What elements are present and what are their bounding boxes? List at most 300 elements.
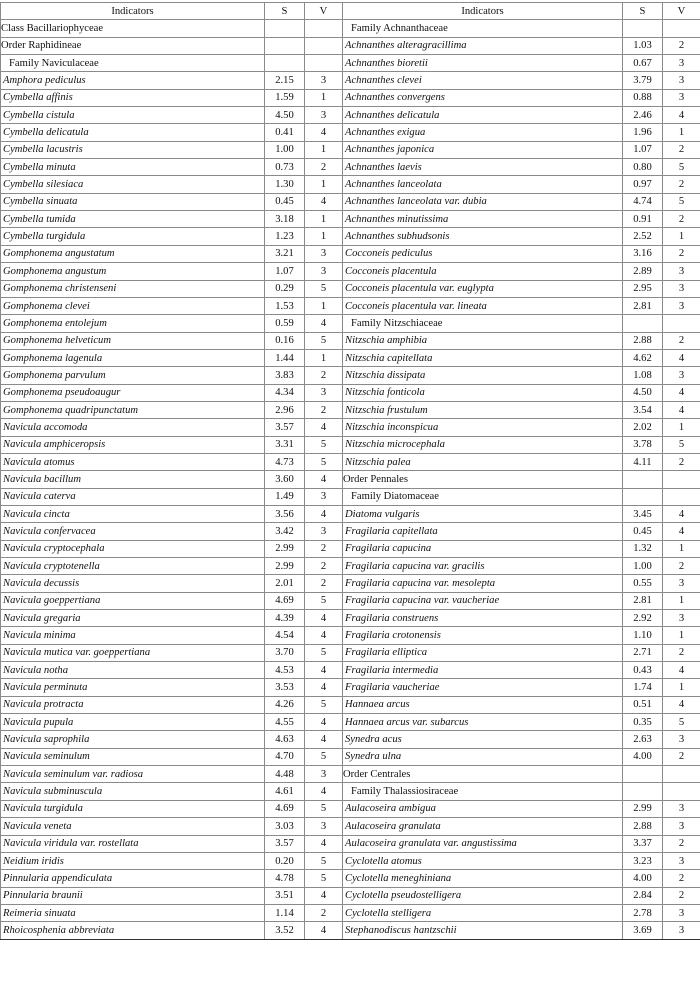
s-value-cell: 3.79	[623, 72, 663, 89]
v-value-cell: 3	[663, 610, 700, 627]
v-value-cell: 4	[663, 349, 700, 366]
v-value-cell	[663, 766, 700, 783]
taxon-name-cell: Navicula cincta	[1, 505, 265, 522]
v-value-cell: 2	[663, 37, 700, 54]
v-value-cell: 5	[305, 748, 343, 765]
table-row	[1, 72, 700, 89]
s-value-cell: 1.49	[265, 488, 305, 505]
s-value-cell: 3.54	[623, 401, 663, 418]
table-row	[1, 714, 700, 731]
s-value-cell	[265, 55, 305, 72]
table-row	[1, 922, 700, 939]
v-value-cell: 2	[663, 870, 700, 887]
table-row	[1, 592, 700, 609]
s-value-cell: 1.30	[265, 176, 305, 193]
s-value-cell: 2.02	[623, 419, 663, 436]
taxon-name-cell: Cymbella sinuata	[1, 193, 265, 210]
v-value-cell: 3	[663, 575, 700, 592]
taxon-name-cell: Navicula cryptocephala	[1, 540, 265, 557]
v-value-cell: 5	[663, 714, 700, 731]
v-value-cell: 5	[663, 436, 700, 453]
s-value-cell: 1.00	[265, 141, 305, 158]
table-row	[1, 211, 700, 228]
s-value-cell: 3.57	[265, 835, 305, 852]
s-value-cell: 2.88	[623, 818, 663, 835]
s-value-cell: 4.00	[623, 748, 663, 765]
v-value-cell: 5	[305, 870, 343, 887]
s-value-cell: 4.39	[265, 610, 305, 627]
v-value-cell: 2	[663, 141, 700, 158]
taxon-name-cell: Achnanthes alteragracillima	[343, 37, 623, 54]
taxon-name-cell: Navicula seminulum	[1, 748, 265, 765]
class-heading-cell: Class Bacillariophyceae	[1, 20, 265, 37]
table-row	[1, 367, 700, 384]
v-value-cell: 2	[305, 401, 343, 418]
taxon-name-cell: Navicula protracta	[1, 696, 265, 713]
taxon-name-cell: Navicula goeppertiana	[1, 592, 265, 609]
v-value-cell: 5	[305, 852, 343, 869]
s-value-cell: 0.35	[623, 714, 663, 731]
taxon-name-cell: Navicula pupula	[1, 714, 265, 731]
v-value-cell: 5	[305, 332, 343, 349]
table-row	[1, 540, 700, 557]
s-value-cell: 3.18	[265, 211, 305, 228]
table-row	[1, 89, 700, 106]
s-value-cell: 3.23	[623, 852, 663, 869]
family-heading-cell: Family Naviculaceae	[1, 55, 265, 72]
v-value-cell: 3	[663, 904, 700, 921]
table-row	[1, 280, 700, 297]
s-value-cell: 4.53	[265, 662, 305, 679]
v-value-cell: 3	[305, 384, 343, 401]
v-value-cell: 5	[305, 280, 343, 297]
taxon-name-cell: Cyclotella atomus	[343, 852, 623, 869]
header-v-left: V	[305, 3, 343, 20]
taxon-name-cell: Aulacoseira granulata var. angustissima	[343, 835, 623, 852]
taxon-name-cell: Hannaea arcus	[343, 696, 623, 713]
taxon-name-cell: Rhoicosphenia abbreviata	[1, 922, 265, 939]
s-value-cell: 4.50	[623, 384, 663, 401]
v-value-cell: 1	[305, 211, 343, 228]
table-row	[1, 523, 700, 540]
table-row	[1, 159, 700, 176]
s-value-cell: 4.54	[265, 627, 305, 644]
table-row	[1, 610, 700, 627]
s-value-cell: 3.78	[623, 436, 663, 453]
taxon-name-cell: Navicula bacillum	[1, 471, 265, 488]
table-row	[1, 644, 700, 661]
taxon-name-cell: Navicula subminuscula	[1, 783, 265, 800]
s-value-cell: 4.63	[265, 731, 305, 748]
v-value-cell: 4	[663, 662, 700, 679]
s-value-cell: 4.69	[265, 800, 305, 817]
s-value-cell: 1.07	[623, 141, 663, 158]
header-s-right: S	[623, 3, 663, 20]
table-row	[1, 870, 700, 887]
s-value-cell: 0.45	[623, 523, 663, 540]
table-row	[1, 263, 700, 280]
order-heading-cell: Order Centrales	[343, 766, 623, 783]
v-value-cell: 4	[305, 193, 343, 210]
table-row	[1, 904, 700, 921]
taxon-name-cell: Fragilaria vaucheriae	[343, 679, 623, 696]
taxon-name-cell: Cymbella turgidula	[1, 228, 265, 245]
taxon-name-cell: Navicula viridula var. rostellata	[1, 835, 265, 852]
taxon-name-cell: Synedra acus	[343, 731, 623, 748]
table-body	[1, 20, 700, 939]
taxon-name-cell: Nitzschia palea	[343, 453, 623, 470]
taxon-name-cell: Nitzschia frustulum	[343, 401, 623, 418]
v-value-cell: 4	[305, 627, 343, 644]
s-value-cell: 2.46	[623, 107, 663, 124]
table-row	[1, 558, 700, 575]
s-value-cell: 0.88	[623, 89, 663, 106]
taxon-name-cell: Navicula saprophila	[1, 731, 265, 748]
table-row	[1, 679, 700, 696]
taxon-name-cell: Cymbella cistula	[1, 107, 265, 124]
s-value-cell: 2.84	[623, 887, 663, 904]
v-value-cell: 2	[663, 887, 700, 904]
s-value-cell: 3.45	[623, 505, 663, 522]
s-value-cell: 1.08	[623, 367, 663, 384]
taxon-name-cell: Navicula atomus	[1, 453, 265, 470]
s-value-cell: 1.14	[265, 904, 305, 921]
table-header	[1, 3, 700, 20]
s-value-cell: 1.53	[265, 297, 305, 314]
s-value-cell: 2.99	[265, 558, 305, 575]
v-value-cell: 1	[305, 297, 343, 314]
taxon-name-cell: Cyclotella stelligera	[343, 904, 623, 921]
s-value-cell	[623, 315, 663, 332]
s-value-cell: 2.81	[623, 592, 663, 609]
taxon-name-cell: Nitzschia microcephala	[343, 436, 623, 453]
table-row	[1, 835, 700, 852]
taxon-name-cell: Navicula amphiceropsis	[1, 436, 265, 453]
taxon-name-cell: Achnanthes bioretii	[343, 55, 623, 72]
v-value-cell: 3	[305, 488, 343, 505]
table-row	[1, 887, 700, 904]
s-value-cell: 4.74	[623, 193, 663, 210]
s-value-cell: 2.92	[623, 610, 663, 627]
taxon-name-cell: Synedra ulna	[343, 748, 623, 765]
taxon-name-cell: Navicula notha	[1, 662, 265, 679]
s-value-cell: 0.20	[265, 852, 305, 869]
table-row	[1, 748, 700, 765]
v-value-cell	[663, 20, 700, 37]
s-value-cell: 3.21	[265, 245, 305, 262]
v-value-cell: 4	[305, 315, 343, 332]
taxon-name-cell: Amphora pediculus	[1, 72, 265, 89]
s-value-cell: 3.51	[265, 887, 305, 904]
s-value-cell: 4.26	[265, 696, 305, 713]
taxon-name-cell: Cymbella lacustris	[1, 141, 265, 158]
s-value-cell: 2.99	[623, 800, 663, 817]
taxon-name-cell: Achnanthes convergens	[343, 89, 623, 106]
v-value-cell: 3	[663, 852, 700, 869]
taxon-name-cell: Fragilaria capucina var. vaucheriae	[343, 592, 623, 609]
taxon-name-cell: Hannaea arcus var. subarcus	[343, 714, 623, 731]
taxon-name-cell: Achnanthes japonica	[343, 141, 623, 158]
v-value-cell: 1	[305, 141, 343, 158]
taxon-name-cell: Navicula caterva	[1, 488, 265, 505]
v-value-cell: 3	[305, 245, 343, 262]
v-value-cell: 2	[663, 644, 700, 661]
taxon-name-cell: Cyclotella pseudostelligera	[343, 887, 623, 904]
taxon-name-cell: Gomphonema parvulum	[1, 367, 265, 384]
v-value-cell: 2	[305, 904, 343, 921]
table-row	[1, 696, 700, 713]
taxon-name-cell: Fragilaria capucina var. gracilis	[343, 558, 623, 575]
taxon-name-cell: Achnanthes exigua	[343, 124, 623, 141]
s-value-cell: 0.97	[623, 176, 663, 193]
v-value-cell: 3	[305, 263, 343, 280]
taxon-name-cell: Gomphonema quadripunctatum	[1, 401, 265, 418]
s-value-cell: 2.88	[623, 332, 663, 349]
v-value-cell: 3	[663, 731, 700, 748]
taxon-name-cell: Aulacoseira ambigua	[343, 800, 623, 817]
table-row	[1, 818, 700, 835]
table-row	[1, 662, 700, 679]
s-value-cell: 0.45	[265, 193, 305, 210]
s-value-cell: 2.15	[265, 72, 305, 89]
taxon-name-cell: Nitzschia dissipata	[343, 367, 623, 384]
s-value-cell: 1.10	[623, 627, 663, 644]
s-value-cell	[623, 20, 663, 37]
taxon-name-cell: Pinnularia braunii	[1, 887, 265, 904]
v-value-cell: 5	[305, 436, 343, 453]
taxon-name-cell: Achnanthes clevei	[343, 72, 623, 89]
header-s-left: S	[265, 3, 305, 20]
taxon-name-cell: Navicula confervacea	[1, 523, 265, 540]
s-value-cell: 0.43	[623, 662, 663, 679]
taxon-name-cell: Navicula minima	[1, 627, 265, 644]
s-value-cell: 4.70	[265, 748, 305, 765]
taxon-name-cell: Nitzschia capitellata	[343, 349, 623, 366]
s-value-cell	[623, 488, 663, 505]
taxon-name-cell: Nitzschia fonticola	[343, 384, 623, 401]
family-heading-cell: Family Nitzschiaceae	[343, 315, 623, 332]
v-value-cell: 4	[305, 731, 343, 748]
v-value-cell: 2	[305, 367, 343, 384]
v-value-cell: 4	[305, 610, 343, 627]
s-value-cell: 0.73	[265, 159, 305, 176]
table-row	[1, 852, 700, 869]
table-row	[1, 107, 700, 124]
table-row	[1, 297, 700, 314]
taxon-name-cell: Cymbella silesiaca	[1, 176, 265, 193]
v-value-cell: 2	[663, 748, 700, 765]
taxon-name-cell: Diatoma vulgaris	[343, 505, 623, 522]
s-value-cell: 1.03	[623, 37, 663, 54]
v-value-cell: 3	[663, 72, 700, 89]
v-value-cell: 1	[305, 176, 343, 193]
header-indicators-right: Indicators	[343, 3, 623, 20]
v-value-cell	[663, 315, 700, 332]
s-value-cell: 1.23	[265, 228, 305, 245]
v-value-cell: 3	[305, 107, 343, 124]
taxon-name-cell: Gomphonema clevei	[1, 297, 265, 314]
s-value-cell: 2.52	[623, 228, 663, 245]
v-value-cell: 3	[663, 818, 700, 835]
v-value-cell: 5	[305, 696, 343, 713]
order-heading-cell: Order Pennales	[343, 471, 623, 488]
v-value-cell: 1	[305, 228, 343, 245]
s-value-cell	[623, 766, 663, 783]
v-value-cell: 2	[305, 575, 343, 592]
v-value-cell: 3	[663, 89, 700, 106]
s-value-cell: 1.96	[623, 124, 663, 141]
v-value-cell	[663, 471, 700, 488]
taxon-name-cell: Achnanthes laevis	[343, 159, 623, 176]
table-row	[1, 800, 700, 817]
taxon-name-cell: Navicula seminulum var. radiosa	[1, 766, 265, 783]
table-row	[1, 37, 700, 54]
s-value-cell: 3.60	[265, 471, 305, 488]
s-value-cell	[623, 783, 663, 800]
s-value-cell: 2.95	[623, 280, 663, 297]
taxon-name-cell: Achnanthes lanceolata var. dubia	[343, 193, 623, 210]
taxon-name-cell: Navicula gregaria	[1, 610, 265, 627]
s-value-cell: 0.16	[265, 332, 305, 349]
family-heading-cell: Family Diatomaceae	[343, 488, 623, 505]
s-value-cell: 0.91	[623, 211, 663, 228]
table-row	[1, 783, 700, 800]
taxon-name-cell: Fragilaria capucina var. mesolepta	[343, 575, 623, 592]
table-row	[1, 731, 700, 748]
taxon-name-cell: Neidium iridis	[1, 852, 265, 869]
v-value-cell: 2	[305, 540, 343, 557]
v-value-cell: 2	[663, 176, 700, 193]
taxon-name-cell: Navicula accomoda	[1, 419, 265, 436]
header-v-right: V	[663, 3, 700, 20]
taxon-name-cell: Cocconeis placentula	[343, 263, 623, 280]
v-value-cell	[305, 37, 343, 54]
taxon-name-cell: Aulacoseira granulata	[343, 818, 623, 835]
taxon-name-cell: Gomphonema entolejum	[1, 315, 265, 332]
v-value-cell: 5	[305, 592, 343, 609]
s-value-cell: 3.53	[265, 679, 305, 696]
table-row	[1, 245, 700, 262]
v-value-cell: 1	[663, 419, 700, 436]
taxon-name-cell: Fragilaria capucina	[343, 540, 623, 557]
taxon-name-cell: Pinnularia appendiculata	[1, 870, 265, 887]
table-row	[1, 401, 700, 418]
taxon-name-cell: Gomphonema angustatum	[1, 245, 265, 262]
taxon-name-cell: Navicula veneta	[1, 818, 265, 835]
taxon-name-cell: Cocconeis placentula var. lineata	[343, 297, 623, 314]
s-value-cell: 0.29	[265, 280, 305, 297]
s-value-cell: 2.89	[623, 263, 663, 280]
table-row	[1, 436, 700, 453]
s-value-cell: 4.55	[265, 714, 305, 731]
taxon-name-cell: Gomphonema angustum	[1, 263, 265, 280]
v-value-cell: 3	[305, 818, 343, 835]
table-row	[1, 315, 700, 332]
v-value-cell: 2	[663, 558, 700, 575]
v-value-cell	[663, 783, 700, 800]
taxon-name-cell: Cyclotella meneghiniana	[343, 870, 623, 887]
v-value-cell: 2	[663, 453, 700, 470]
v-value-cell: 1	[663, 124, 700, 141]
s-value-cell: 2.99	[265, 540, 305, 557]
s-value-cell: 4.78	[265, 870, 305, 887]
s-value-cell: 4.34	[265, 384, 305, 401]
v-value-cell	[305, 55, 343, 72]
s-value-cell: 0.80	[623, 159, 663, 176]
table-row	[1, 228, 700, 245]
taxon-name-cell: Navicula mutica var. goeppertiana	[1, 644, 265, 661]
s-value-cell: 0.59	[265, 315, 305, 332]
v-value-cell: 5	[663, 159, 700, 176]
s-value-cell	[265, 37, 305, 54]
taxon-name-cell: Gomphonema lagenula	[1, 349, 265, 366]
taxon-name-cell: Cocconeis pediculus	[343, 245, 623, 262]
v-value-cell: 4	[305, 922, 343, 939]
s-value-cell: 3.03	[265, 818, 305, 835]
v-value-cell: 4	[305, 419, 343, 436]
v-value-cell: 4	[305, 662, 343, 679]
s-value-cell: 0.55	[623, 575, 663, 592]
s-value-cell: 2.96	[265, 401, 305, 418]
v-value-cell: 3	[663, 922, 700, 939]
v-value-cell: 3	[663, 297, 700, 314]
taxon-name-cell: Cymbella tumida	[1, 211, 265, 228]
s-value-cell: 2.63	[623, 731, 663, 748]
v-value-cell: 4	[305, 835, 343, 852]
v-value-cell: 2	[663, 332, 700, 349]
taxon-name-cell: Achnanthes lanceolata	[343, 176, 623, 193]
table-row	[1, 575, 700, 592]
v-value-cell: 4	[305, 679, 343, 696]
s-value-cell	[265, 20, 305, 37]
v-value-cell: 1	[305, 349, 343, 366]
table-row	[1, 384, 700, 401]
v-value-cell: 4	[663, 696, 700, 713]
taxon-name-cell: Navicula perminuta	[1, 679, 265, 696]
s-value-cell: 2.71	[623, 644, 663, 661]
taxon-name-cell: Nitzschia amphibia	[343, 332, 623, 349]
taxon-name-cell: Achnanthes minutissima	[343, 211, 623, 228]
v-value-cell: 3	[663, 367, 700, 384]
taxon-name-cell: Achnanthes delicatula	[343, 107, 623, 124]
table-row	[1, 471, 700, 488]
v-value-cell: 2	[663, 245, 700, 262]
v-value-cell: 3	[305, 523, 343, 540]
s-value-cell: 4.69	[265, 592, 305, 609]
taxon-name-cell: Cymbella affinis	[1, 89, 265, 106]
s-value-cell: 2.81	[623, 297, 663, 314]
v-value-cell: 4	[305, 783, 343, 800]
v-value-cell: 4	[305, 124, 343, 141]
family-heading-cell: Family Achnanthaceae	[343, 20, 623, 37]
s-value-cell: 3.57	[265, 419, 305, 436]
table-row	[1, 488, 700, 505]
v-value-cell: 4	[305, 505, 343, 522]
s-value-cell: 0.41	[265, 124, 305, 141]
v-value-cell: 3	[663, 55, 700, 72]
taxon-name-cell: Achnanthes subhudsonis	[343, 228, 623, 245]
v-value-cell: 4	[663, 523, 700, 540]
s-value-cell: 4.11	[623, 453, 663, 470]
s-value-cell: 1.07	[265, 263, 305, 280]
v-value-cell: 4	[305, 471, 343, 488]
table-row	[1, 505, 700, 522]
s-value-cell	[623, 471, 663, 488]
s-value-cell: 4.73	[265, 453, 305, 470]
v-value-cell: 3	[663, 263, 700, 280]
taxon-name-cell: Reimeria sinuata	[1, 904, 265, 921]
taxon-name-cell: Fragilaria elliptica	[343, 644, 623, 661]
